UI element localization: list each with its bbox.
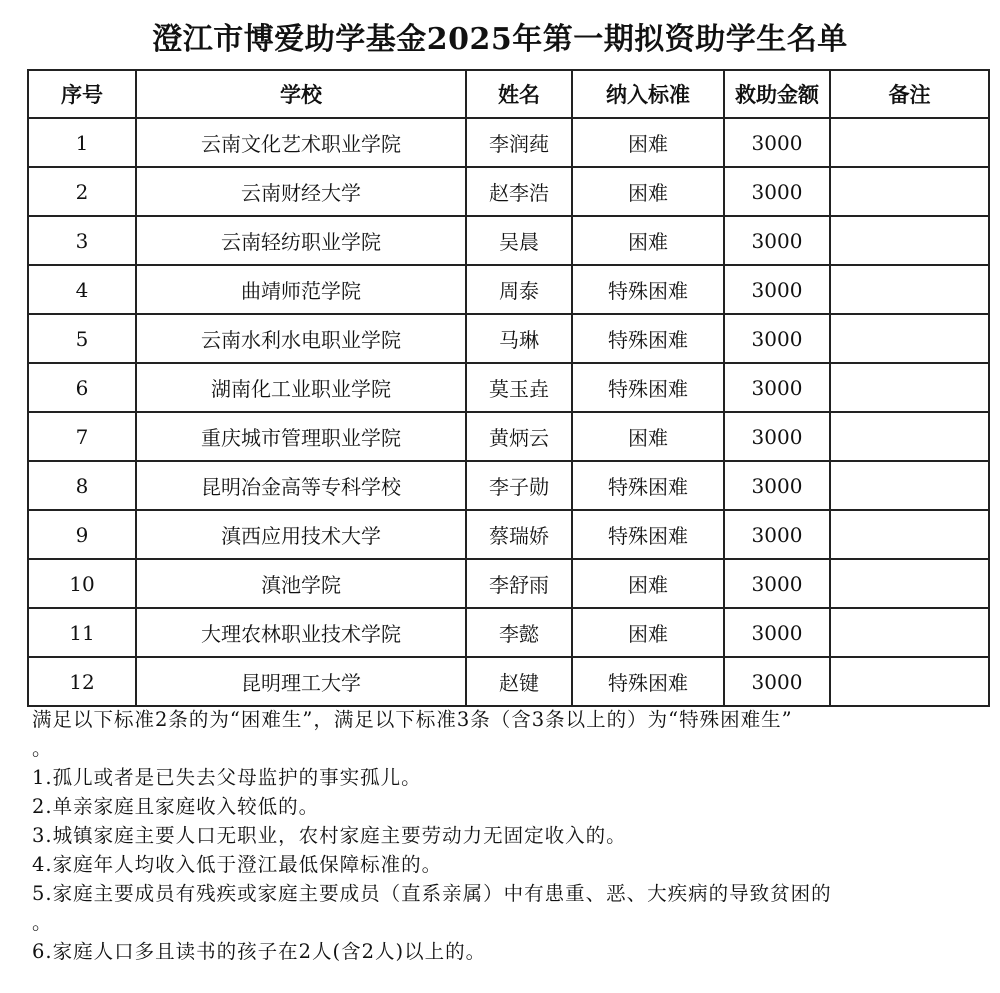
cell-note — [830, 608, 989, 657]
cell-name: 马琳 — [466, 314, 572, 363]
cell-name: 李舒雨 — [466, 559, 572, 608]
cell-name: 吴晨 — [466, 216, 572, 265]
cell-name: 黄炳云 — [466, 412, 572, 461]
cell-note — [830, 657, 989, 706]
cell-school: 昆明理工大学 — [136, 657, 466, 706]
notes-item-2: 2.单亲家庭且家庭收入较低的。 — [32, 795, 320, 818]
cell-index: 6 — [28, 363, 136, 412]
notes-intro: 满足以下标准2条的为“困难生”，满足以下标准3条（含3条以上的）为“特殊困难生” — [32, 708, 793, 731]
cell-note — [830, 167, 989, 216]
header-school: 学校 — [136, 70, 466, 118]
cell-index: 2 — [28, 167, 136, 216]
table-row — [28, 216, 989, 265]
cell-note — [830, 461, 989, 510]
cell-school: 昆明冶金高等专科学校 — [136, 461, 466, 510]
cell-school: 滇西应用技术大学 — [136, 510, 466, 559]
table-row — [28, 559, 989, 608]
header-note: 备注 — [830, 70, 989, 118]
cell-standard: 特殊困难 — [572, 265, 724, 314]
cell-amount: 3000 — [724, 510, 830, 559]
student-list-table — [27, 69, 990, 707]
notes-item-6: 6.家庭人口多且读书的孩子在2人(含2人)以上的。 — [32, 940, 487, 963]
cell-index: 4 — [28, 265, 136, 314]
cell-index: 3 — [28, 216, 136, 265]
cell-standard: 特殊困难 — [572, 363, 724, 412]
cell-index: 8 — [28, 461, 136, 510]
cell-note — [830, 118, 989, 167]
notes-intro-end: 。 — [32, 737, 53, 760]
cell-amount: 3000 — [724, 657, 830, 706]
cell-school: 重庆城市管理职业学院 — [136, 412, 466, 461]
cell-note — [830, 216, 989, 265]
cell-school: 大理农林职业技术学院 — [136, 608, 466, 657]
cell-index: 5 — [28, 314, 136, 363]
cell-standard: 困难 — [572, 559, 724, 608]
notes-item-5: 5.家庭主要成员有残疾或家庭主要成员（直系亲属）中有患重、恶、大疾病的导致贫困的 — [32, 882, 832, 905]
header-standard: 纳入标准 — [572, 70, 724, 118]
cell-name: 李子勋 — [466, 461, 572, 510]
notes-item-5-end: 。 — [32, 911, 53, 934]
cell-amount: 3000 — [724, 167, 830, 216]
cell-standard: 特殊困难 — [572, 510, 724, 559]
table-row — [28, 118, 989, 167]
cell-standard: 困难 — [572, 216, 724, 265]
cell-note — [830, 314, 989, 363]
header-index: 序号 — [28, 70, 136, 118]
cell-amount: 3000 — [724, 412, 830, 461]
cell-school: 云南文化艺术职业学院 — [136, 118, 466, 167]
cell-name: 赵李浩 — [466, 167, 572, 216]
cell-amount: 3000 — [724, 608, 830, 657]
cell-standard: 困难 — [572, 412, 724, 461]
cell-index: 9 — [28, 510, 136, 559]
table-row — [28, 167, 989, 216]
cell-school: 湖南化工业职业学院 — [136, 363, 466, 412]
notes-item-3: 3.城镇家庭主要人口无职业，农村家庭主要劳动力无固定收入的。 — [32, 824, 627, 847]
cell-index: 1 — [28, 118, 136, 167]
cell-index: 12 — [28, 657, 136, 706]
cell-name: 周泰 — [466, 265, 572, 314]
cell-standard: 特殊困难 — [572, 461, 724, 510]
cell-standard: 特殊困难 — [572, 314, 724, 363]
cell-name: 赵键 — [466, 657, 572, 706]
cell-amount: 3000 — [724, 363, 830, 412]
cell-name: 莫玉垚 — [466, 363, 572, 412]
cell-name: 李懿 — [466, 608, 572, 657]
cell-amount: 3000 — [724, 314, 830, 363]
cell-name: 蔡瑞娇 — [466, 510, 572, 559]
cell-school: 滇池学院 — [136, 559, 466, 608]
table-row — [28, 657, 989, 706]
cell-note — [830, 510, 989, 559]
cell-index: 7 — [28, 412, 136, 461]
cell-note — [830, 559, 989, 608]
cell-school: 云南水利水电职业学院 — [136, 314, 466, 363]
cell-note — [830, 363, 989, 412]
table-row — [28, 363, 989, 412]
cell-standard: 困难 — [572, 118, 724, 167]
cell-note — [830, 412, 989, 461]
table-row — [28, 314, 989, 363]
table-header-row — [28, 70, 989, 118]
table-row — [28, 608, 989, 657]
cell-school: 云南轻纺职业学院 — [136, 216, 466, 265]
cell-amount: 3000 — [724, 118, 830, 167]
header-name: 姓名 — [466, 70, 572, 118]
cell-amount: 3000 — [724, 265, 830, 314]
cell-amount: 3000 — [724, 216, 830, 265]
table-row — [28, 265, 989, 314]
cell-standard: 困难 — [572, 608, 724, 657]
table-row — [28, 412, 989, 461]
cell-index: 11 — [28, 608, 136, 657]
table-row — [28, 461, 989, 510]
cell-school: 云南财经大学 — [136, 167, 466, 216]
table-row — [28, 510, 989, 559]
cell-amount: 3000 — [724, 559, 830, 608]
criteria-notes — [32, 705, 972, 966]
page-title: 澄江市博爱助学基金2025年第一期拟资助学生名单 — [152, 22, 848, 57]
cell-standard: 困难 — [572, 167, 724, 216]
notes-item-1: 1.孤儿或者是已失去父母监护的事实孤儿。 — [32, 766, 422, 789]
cell-amount: 3000 — [724, 461, 830, 510]
table-body — [28, 118, 989, 706]
header-amount: 救助金额 — [724, 70, 830, 118]
cell-index: 10 — [28, 559, 136, 608]
cell-school: 曲靖师范学院 — [136, 265, 466, 314]
cell-standard: 特殊困难 — [572, 657, 724, 706]
cell-note — [830, 265, 989, 314]
cell-name: 李润莼 — [466, 118, 572, 167]
notes-item-4: 4.家庭年人均收入低于澄江最低保障标准的。 — [32, 853, 443, 876]
